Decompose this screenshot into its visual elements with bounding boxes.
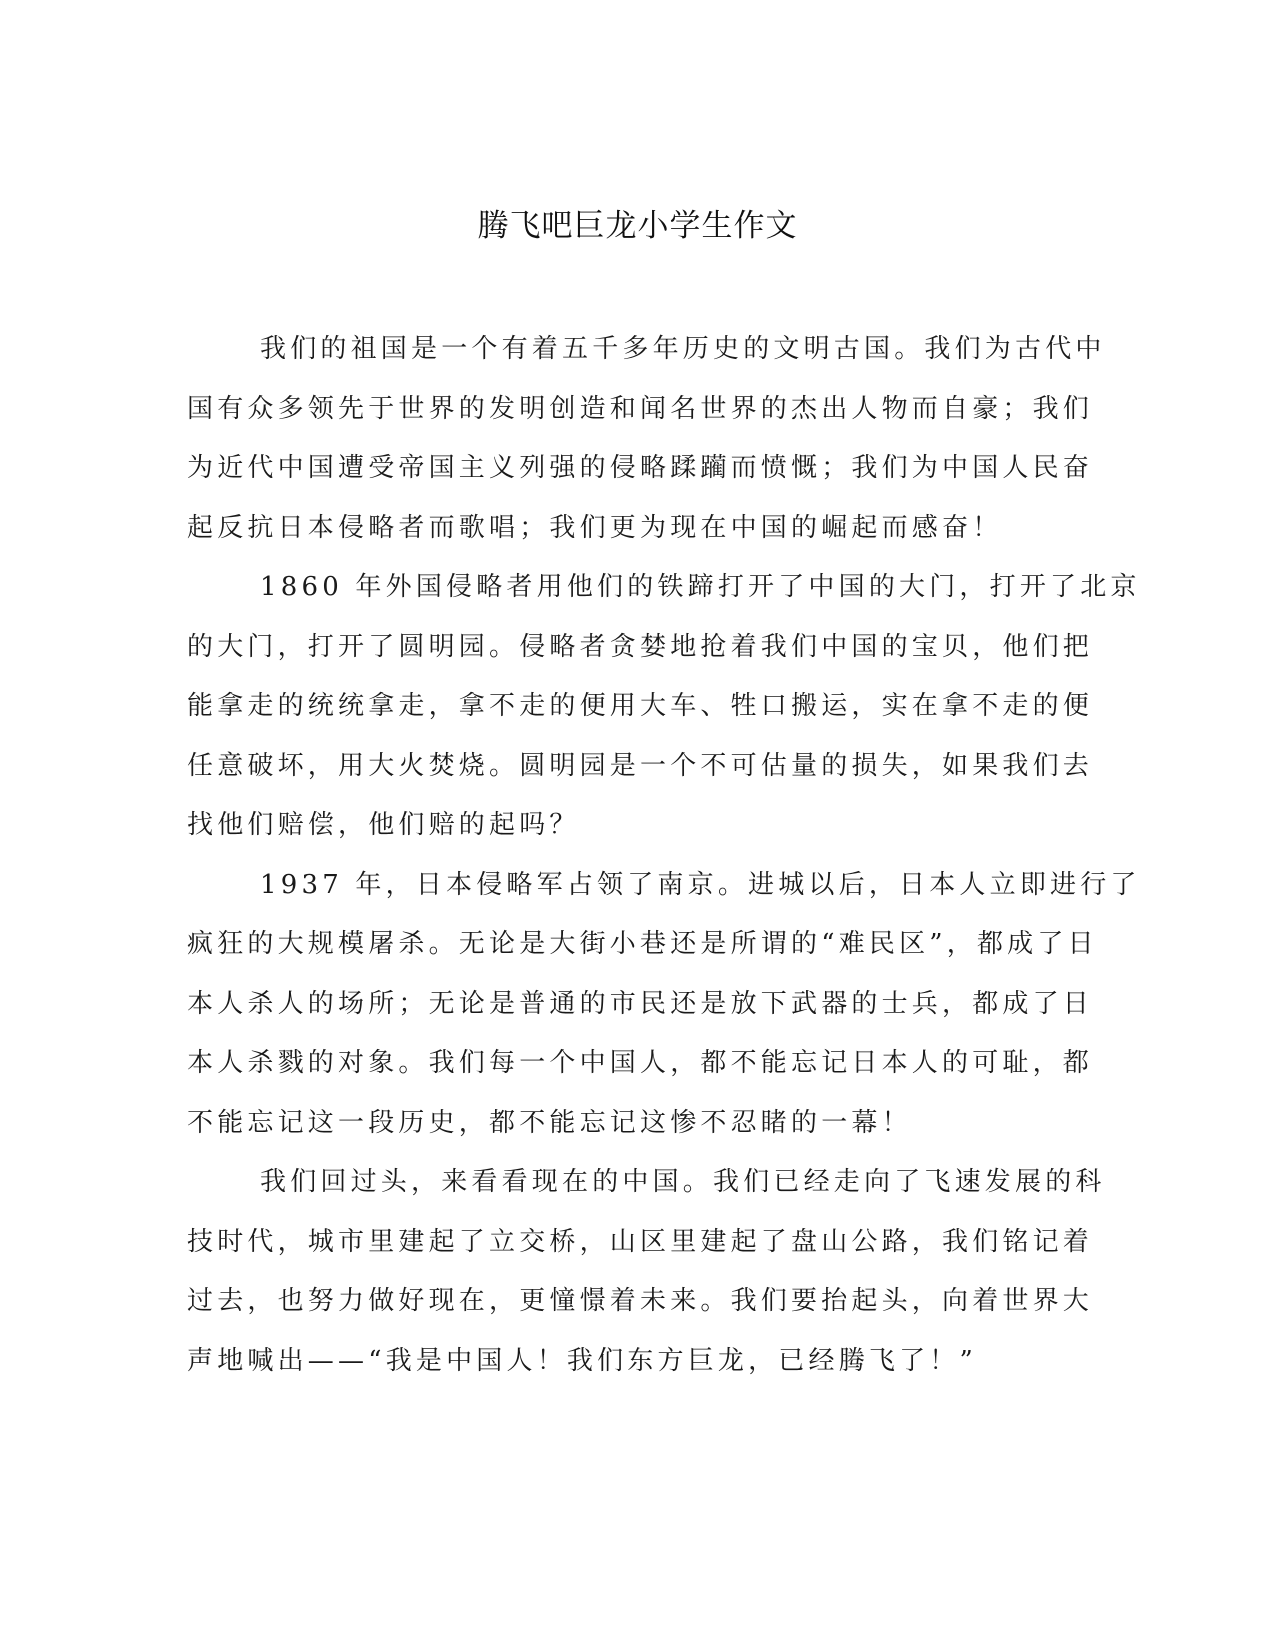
text-line: 疯狂的大规模屠杀。无论是大街小巷还是所谓的“难民区”，都成了日 <box>187 929 1098 959</box>
text-line: 国有众多领先于世界的发明创造和闻名世界的杰出人物而自豪；我们 <box>187 393 1094 424</box>
text-line: 1860 年外国侵略者用他们的铁蹄打开了中国的大门，打开了北京 <box>260 572 1141 602</box>
text-line: 为近代中国遭受帝国主义列强的侵略蹂躏而愤慨；我们为中国人民奋 <box>187 453 1094 483</box>
text-line: 过去，也努力做好现在，更憧憬着未来。我们要抬起头，向着世界大 <box>187 1286 1094 1316</box>
text-line: 找他们赔偿，他们赔的起吗？ <box>187 810 580 840</box>
text-line: 本人杀戮的对象。我们每一个中国人，都不能忘记日本人的可耻，都 <box>187 1048 1094 1078</box>
text-line: 起反抗日本侵略者而歌唱；我们更为现在中国的崛起而感奋！ <box>187 512 1003 543</box>
text-line: 任意破坏，用大火焚烧。圆明园是一个不可估量的损失，如果我们去 <box>187 750 1094 781</box>
paragraph-4 <box>187 1153 1106 1391</box>
text-line: 我们回过头，来看看现在的中国。我们已经走向了飞速发展的科 <box>260 1167 1106 1197</box>
paragraph-2 <box>187 558 1141 856</box>
text-line: 不能忘记这一段历史，都不能忘记这惨不忍睹的一幕！ <box>187 1107 912 1138</box>
text-line: 本人杀人的场所；无论是普通的市民还是放下武器的士兵，都成了日 <box>187 988 1094 1019</box>
text-line: 能拿走的统统拿走，拿不走的便用大车、牲口搬运，实在拿不走的便 <box>187 691 1094 721</box>
text-line: 技时代，城市里建起了立交桥，山区里建起了盘山公路，我们铭记着 <box>187 1226 1094 1257</box>
text-line: 声地喊出——“我是中国人！我们东方巨龙，已经腾飞了！” <box>187 1345 977 1376</box>
document-body <box>187 320 1141 1391</box>
paragraph-3 <box>187 856 1141 1154</box>
text-line: 1937 年，日本侵略军占领了南京。进城以后，日本人立即进行了 <box>260 869 1141 900</box>
text-line: 的大门，打开了圆明园。侵略者贪婪地抢着我们中国的宝贝，他们把 <box>187 631 1094 662</box>
text-line: 我们的祖国是一个有着五千多年历史的文明古国。我们为古代中 <box>260 334 1106 364</box>
document-title: 腾飞吧巨龙小学生作文 <box>477 208 798 244</box>
paragraph-1 <box>187 320 1106 558</box>
